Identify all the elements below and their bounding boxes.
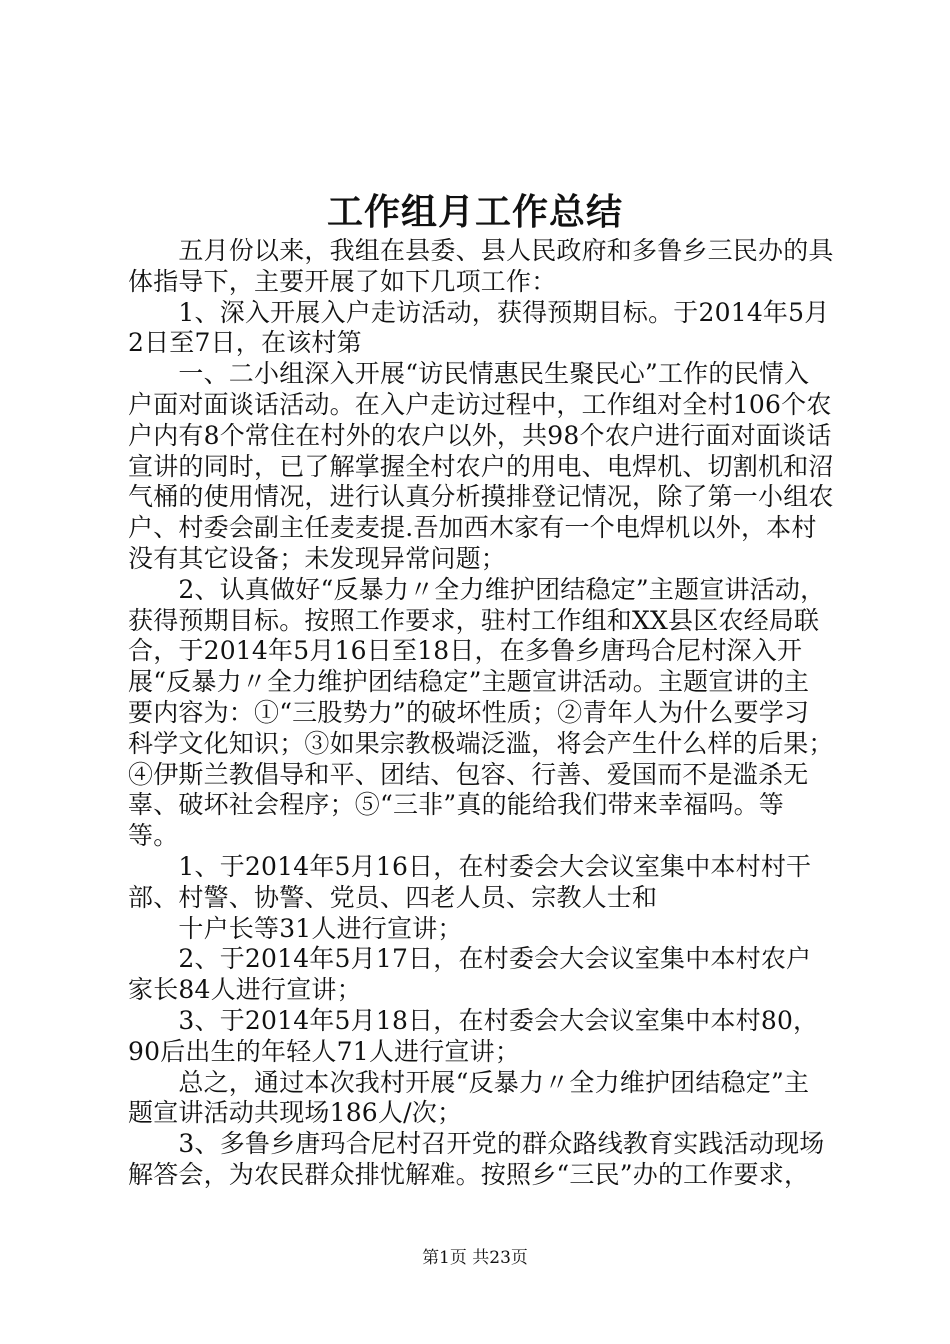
paragraph: 十户长等31人进行宣讲； xyxy=(128,913,463,943)
paragraph: 总之，通过本次我村开展“反暴力〃全力维护团结稳定”主题宣讲活动共现场186人/次； xyxy=(128,1067,810,1128)
paragraph: 1、于2014年5月16日，在村委会大会议室集中本村村干部、村警、协警、党员、四老人员、宗教人士和 xyxy=(128,851,812,912)
paragraph: 一、二小组深入开展“访民情惠民生聚民心”工作的民情入户面对面谈话活动。在入户走访过程中，工作组对全村106个农户内有8个常住在村外的农户以外，共98个农户进行面对面谈话宣讲的同时，已了解掌握全村农户的用电、电焊机、切割机和沼气桶的使用情况，进行认真分析摸排登记情况，除了第一小组农户、村委会副主任麦麦提.吾加西木家有一个电焊机以外，本村没有其它设备；未发现异常问题； xyxy=(128,359,834,573)
paragraph: 五月份以来，我组在县委、县人民政府和多鲁乡三民办的具体指导下，主要开展了如下几项工作： xyxy=(128,236,834,296)
paragraph: 3、多鲁乡唐玛合尼村召开党的群众路线教育实践活动现场解答会，为农民群众排忧解难。按照乡“三民”办的工作要求， xyxy=(128,1129,825,1189)
paragraph: 2、于2014年5月17日，在村委会大会议室集中本村农户家长84人进行宣讲； xyxy=(128,944,812,1005)
paragraph: 1、深入开展入户走访活动，获得预期目标。于2014年5月2日至7日，在该村第 xyxy=(128,297,830,358)
paragraph: 2、认真做好“反暴力〃全力维护团结稳定”主题宣讲活动，获得预期目标。按照工作要求，驻村工作组和XX县区农经局联合，于2014年5月16日至18日，在多鲁乡唐玛合尼村深入开展“反暴力〃全力维护团结稳定”主题宣讲活动。主题宣讲的主要内容为：①“三股势力”的破坏性质；②青年人为什么要学习科学文化知识；③如果宗教极端泛滥，将会产生什么样的后果；④伊斯兰教倡导和平、团结、包容、行善、爱国而不是滥杀无辜、破坏社会程序；⑤“三非”真的能给我们带来幸福吗。等等。 xyxy=(128,574,834,851)
document-body xyxy=(128,236,834,1191)
document-title: 工作组月工作总结 xyxy=(326,191,623,233)
paragraph: 3、于2014年5月18日，在村委会大会议室集中本村80，90后出生的年轻人71人进行宣讲； xyxy=(128,1005,819,1066)
page-footer: 第1页 共23页 xyxy=(422,1248,528,1268)
